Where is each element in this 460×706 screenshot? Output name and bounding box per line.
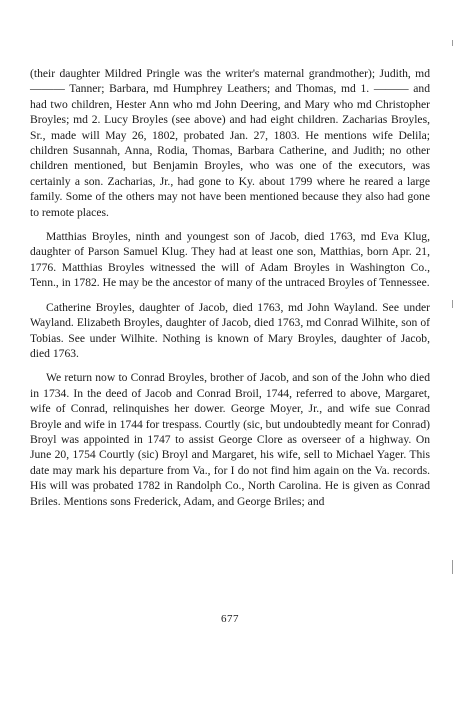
page-body <box>30 66 430 518</box>
paragraph-matthias-broyles: Matthias Broyles, ninth and youngest son of Jacob, died 1763, md Eva Klug, daughter of Parson Samuel Klug. They had at least one son, Matthias, born Apr. 21, 1776. Matthias Broyles witnessed the will of Adam Broyles in Washington Co., Tenn., in 1782. He may be the ancestor of many of the untraced Broyles of Tennessee. <box>30 230 430 290</box>
scan-edge-mark-lower <box>452 560 453 574</box>
paragraph-zacharias-family: (their daughter Mildred Pringle was the writer's maternal grandmother); Judith, md ——— Tanner; Barbara, md Humphrey Leathers; and Thomas, md 1. ——— and had two children, Hester Ann who md John Deering, and Mary who md Christopher Broyles; md 2. Lucy Broyles (see above) and had eight children. Zacharias Broyles, Sr., made will May 26, 1802, probated Jan. 27, 1803. He mentions wife Delila; children Susannah, Anna, Rodia, Thomas, Barbara Catherine, and Judith; no other children mentioned, but Benjamin Broyles, who was one of the executors, was certainly a son. Zacharias, Jr., had gone to Ky. about 1799 where he reared a large family. Some of the others may not have been mentioned because they also had gone to remote places. <box>30 67 430 219</box>
paragraph-conrad-broyles: We return now to Conrad Broyles, brother of Jacob, and son of the John who died in 1734. In the deed of Jacob and Conrad Broil, 1744, referred to above, Margaret, wife of Conrad, relinquishes her dower. George Moyer, Jr., and wife sue Conrad Broyle and wife in 1744 for trespass. Courtly (sic, but undoubtedly meant for Conrad) Broyl was appointed in 1747 to assist George Clore as overseer of a highway. On June 20, 1754 Courtly (sic) Broyl and Margaret, his wife, sell to Michael Yager. This date may mark his departure from Va., for I do not find him again on the Va. records. His will was probated 1782 in Randolph Co., North Carolina. He is given as Conrad Briles. Mentions sons Frederick, Adam, and George Briles; and <box>30 371 430 508</box>
scan-edge-mark-top <box>452 40 453 46</box>
paragraph-catherine-elizabeth-mary: Catherine Broyles, daughter of Jacob, died 1763, md John Wayland. See under Wayland. Elizabeth Broyles, daughter of Jacob, died 1763, md Conrad Wilhite, son of Tobias. See under Wilhite. Nothing is known of Mary Broyles, daughter of Jacob, died 1763. <box>30 300 430 360</box>
page-number: 677 <box>221 613 239 625</box>
scan-edge-mark-middle <box>452 300 453 308</box>
